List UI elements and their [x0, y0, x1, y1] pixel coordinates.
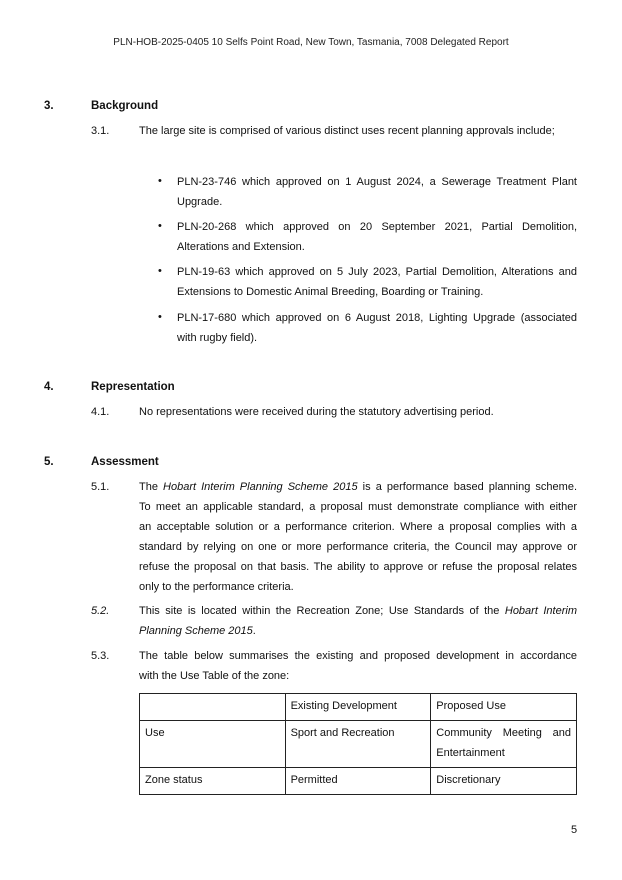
bullet-item [177, 217, 577, 257]
page-header: PLN-HOB-2025-0405 10 Selfs Point Road, New Town, Tasmania, 7008 Delegated Report [113, 37, 509, 48]
bullet-line: PLN-19-63 which approved on 5 July 2023, Partial Demolition, Alterations and [177, 266, 577, 278]
table-cell: Sport and Recreation [285, 721, 431, 768]
table-header-row [140, 694, 577, 721]
table-row [140, 768, 577, 795]
paragraph-line: The table below summarises the existing and proposed development in accordance [139, 650, 577, 662]
subsection-number: 5.2. [91, 605, 110, 617]
paragraph-line: refuse the proposal on that basis. The ability to approve or refuse the proposal relates [139, 561, 577, 573]
table-cell: Permitted [285, 768, 431, 795]
bullet-line: Extensions to Domestic Animal Breeding, Boarding or Training. [177, 286, 484, 298]
bullet-item [177, 172, 577, 212]
section-number: 3. [44, 100, 54, 112]
bullet-line: PLN-20-268 which approved on 20 September 2021, Partial Demolition, [177, 221, 577, 233]
bullet-item [177, 262, 577, 302]
paragraph [139, 601, 577, 641]
section-number: 5. [44, 456, 54, 468]
use-table [139, 693, 577, 795]
section-number: 4. [44, 381, 54, 393]
table-header-cell: Proposed Use [431, 694, 577, 721]
paragraph-line [139, 601, 577, 621]
paragraph-line: only to the performance criteria. [139, 581, 294, 593]
scheme-title-italic: Planning Scheme 2015 [139, 625, 253, 637]
text-run: is a performance based planning scheme. [357, 481, 577, 493]
table-header-cell [140, 694, 286, 721]
section-title: Background [91, 100, 159, 112]
bullet-item [177, 308, 577, 348]
paragraph-line: with the Use Table of the zone: [139, 670, 290, 682]
table-cell: Use [140, 721, 286, 768]
table-cell: Zone status [140, 768, 286, 795]
text-run: The [139, 481, 164, 493]
table-row [140, 721, 577, 768]
paragraph: No representations were received during the statutory advertising period. [139, 406, 494, 418]
paragraph-line: an acceptable solution or a performance criterion. Where a proposal complies with a [139, 521, 577, 533]
paragraph [139, 646, 577, 686]
paragraph: The large site is comprised of various distinct uses recent planning approvals include; [139, 125, 555, 137]
page-number: 5 [571, 824, 578, 836]
bullet-line: PLN-17-680 which approved on 6 August 2018, Lighting Upgrade (associated [177, 312, 577, 324]
table-cell [431, 721, 577, 768]
paragraph-line: standard by relying on one or more performance criteria, the Council may approve or [139, 541, 577, 553]
bullet-line: Alterations and Extension. [177, 241, 305, 253]
cell-line: Community Meeting and [436, 727, 571, 739]
bullet-line: Upgrade. [177, 196, 223, 208]
section-title: Assessment [91, 456, 159, 468]
text-run: This site is located within the Recreation Zone; Use Standards of the [139, 605, 505, 617]
paragraph-line: To meet an applicable standard, a proposal must demonstrate compliance with either [139, 501, 577, 513]
subsection-number: 4.1. [91, 406, 110, 418]
paragraph-line [139, 621, 577, 641]
bullet-icon: • [158, 265, 162, 277]
subsection-number: 5.1. [91, 481, 110, 493]
bullet-line: with rugby field). [177, 332, 258, 344]
bullet-icon: • [158, 220, 162, 232]
bullet-icon: • [158, 175, 162, 187]
scheme-title-italic: Hobart Interim [504, 605, 577, 617]
table-header-cell: Existing Development [285, 694, 431, 721]
table-cell: Discretionary [431, 768, 577, 795]
bullet-icon: • [158, 311, 162, 323]
subsection-number: 3.1. [91, 125, 110, 137]
paragraph [139, 477, 577, 597]
text-run: . [252, 625, 256, 637]
paragraph-line [139, 477, 577, 497]
subsection-number: 5.3. [91, 650, 110, 662]
cell-line: Entertainment [436, 747, 505, 759]
bullet-line: PLN-23-746 which approved on 1 August 2024, a Sewerage Treatment Plant [177, 176, 577, 188]
section-title: Representation [91, 381, 175, 393]
scheme-title-italic: Hobart Interim Planning Scheme 2015 [163, 481, 358, 493]
